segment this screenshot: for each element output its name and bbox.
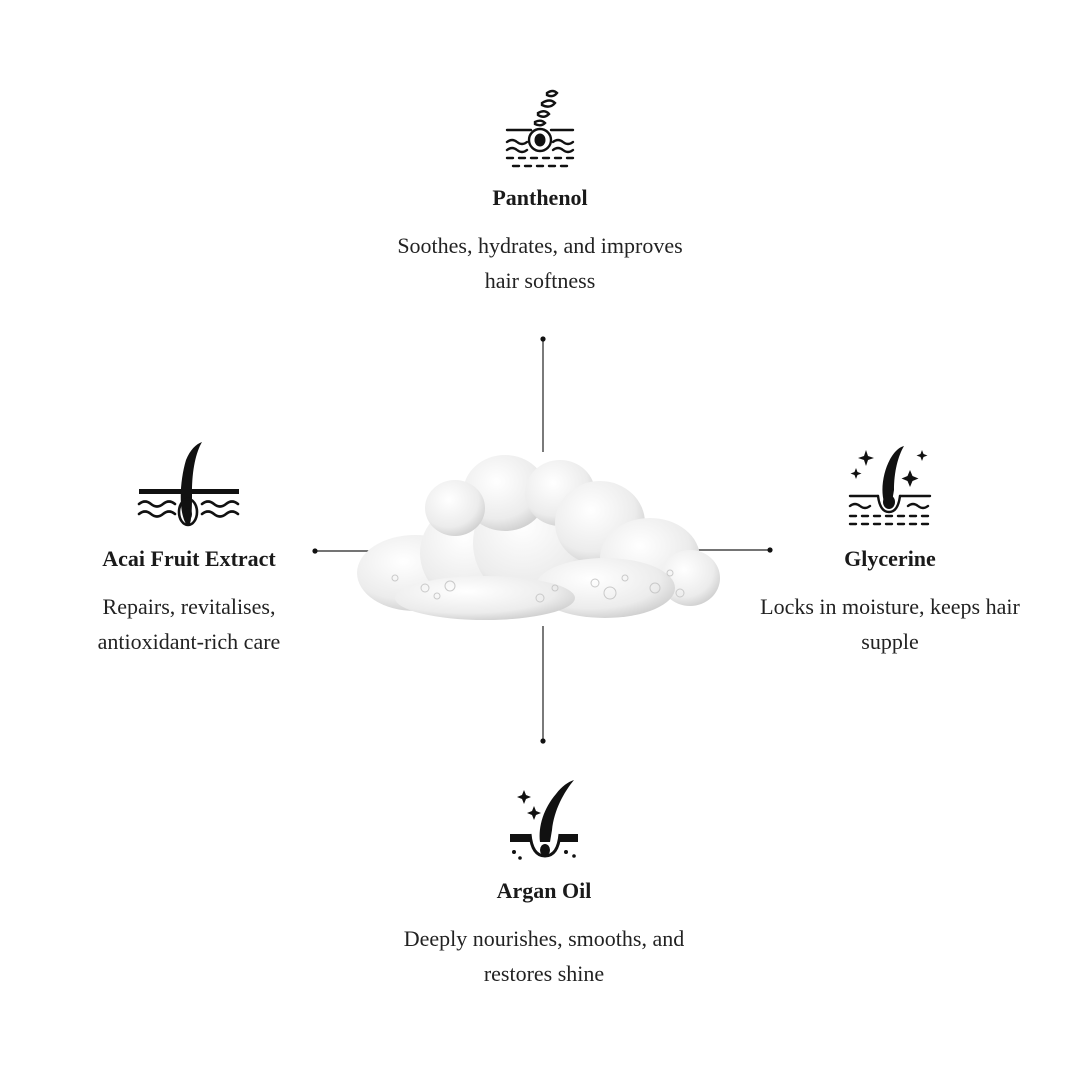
connector-bottom-dot [540,738,545,743]
ingredient-desc-line-1: Locks in moisture, keeps hair [760,594,1020,619]
ingredient-panthenol [340,85,740,298]
ingredient-desc-line-1: Deeply nourishes, smooths, and [403,926,685,951]
ingredient-argan-oil [344,776,744,991]
ingredient-title: Panthenol [492,185,588,210]
connector-top-dot [540,336,545,341]
foam-illustration [355,448,725,628]
ingredient-title: Glycerine [844,546,936,571]
ingredient-desc-line-2: supple [861,629,919,654]
ingredient-title: Argan Oil [496,878,592,903]
ingredient-desc-line-1: Soothes, hydrates, and improves [397,233,683,258]
ingredient-acai [60,440,318,659]
ingredient-desc-line-1: Repairs, revitalises, [102,594,276,619]
shiny-hair-icon [504,776,584,864]
panthenol-icon [495,85,585,173]
sparkle-hair-icon [840,440,940,532]
ingredient-glycerine [740,440,1040,659]
ingredient-desc-line-2: restores shine [483,961,605,986]
ingredient-title: Acai Fruit Extract [102,546,276,571]
ingredient-desc-line-2: hair softness [484,268,596,293]
hair-follicle-icon [134,440,244,532]
ingredient-desc-line-2: antioxidant-rich care [97,629,281,654]
